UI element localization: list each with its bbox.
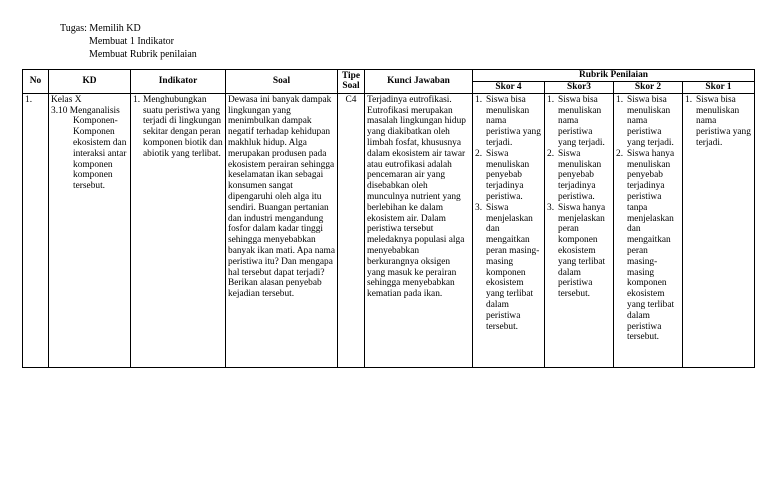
header-kunci-jawaban: Kunci Jawaban	[365, 70, 473, 94]
cell-soal: Dewasa ini banyak dampak lingkungan yang menimbulkan dampak negatif terhadap kehidupan makhluk hidup. Alga merupakan produsen pada ekosistem perairan sehingga keselamatan ikan sebagai konsumen sangat dipengaruhi oleh alga itu sendiri. Buangan pertanian dan industri mengandung fosfor dalam kadar tinggi sehingga menyebabkan banyak ikan mati. Apa nama peristiwa itu? Dan mengapa hal tersebut dapat terjadi? Berikan alasan penyebab kejadian tersebut.	[226, 93, 338, 367]
list-item: 1. Siswa bisa menuliskan nama peristiwa yang terjadi.	[616, 94, 674, 148]
kd-verb: Menganalisis	[69, 105, 120, 116]
kd-number: 3.10	[51, 105, 68, 116]
task-line-1: Tugas: Memilih KD	[60, 23, 141, 34]
cell-kd	[49, 93, 131, 367]
header-skor-2: Skor 2	[614, 81, 683, 93]
task-line-2: Membuat 1 Indikator	[89, 36, 174, 47]
cell-skor-4	[473, 93, 545, 367]
cell-indikator	[131, 93, 226, 367]
header-no: No	[23, 70, 49, 94]
list-item: 2. Siswa menuliskan penyebab terjadinya peristiwa.	[475, 148, 530, 202]
list-item: 2. Siswa menuliskan penyebab terjadinya peristiwa.	[547, 148, 602, 202]
cell-tipe-soal: C4	[338, 93, 365, 367]
skor-1-list	[685, 95, 752, 149]
list-item: 1. Siswa bisa menuliskan nama peristiwa yang terjadi.	[475, 94, 541, 148]
list-item: 1. Siswa bisa menuliskan nama peristiwa yang terjadi.	[547, 94, 605, 148]
indikator-text: Menghubungkan suatu peristiwa yang terjadi di lingkungan sekitar dengan peran komponen biotik dan abiotik yang terlibat.	[143, 94, 223, 159]
header-indikator: Indikator	[131, 70, 226, 94]
cell-no: 1.	[23, 93, 49, 367]
table-row	[23, 93, 755, 367]
kd-kelas: Kelas X	[51, 94, 82, 105]
kd-description: Komponen-Komponen ekosistem dan interaksi antar komponen komponen tersebut.	[73, 116, 127, 192]
header-kd: KD	[49, 70, 131, 94]
header-rubrik-penilaian: Rubrik Penilaian	[473, 70, 755, 82]
task-header	[60, 22, 197, 61]
cell-skor-1	[683, 93, 755, 367]
list-item: 2. Siswa hanya menuliskan penyebab terjadinya peristiwa tanpa menjelaskan dan mengaitkan peran masing-masing komponen ekosistem yang terlibat dalam peristiwa tersebut.	[616, 148, 675, 343]
list-item: 3. Siswa menjelaskan dan mengaitkan peran masing-masing komponen ekosistem yang terlibat dalam peristiwa tersebut.	[475, 202, 540, 332]
header-skor-3: Skor3	[545, 81, 614, 93]
task-line-3: Membuat Rubrik penilaian	[89, 49, 197, 60]
assessment-table	[22, 69, 755, 368]
indikator-number: 1.	[133, 94, 141, 105]
header-soal: Soal	[226, 70, 338, 94]
kd-first-line	[51, 106, 128, 117]
cell-skor-3	[545, 93, 614, 367]
skor-2-list	[616, 95, 680, 343]
skor-4-list	[475, 95, 542, 333]
header-skor-4: Skor 4	[473, 81, 545, 93]
cell-kunci-jawaban: Terjadinya eutrofikasi. Eutrofikasi merupakan masalah lingkungan hidup yang diakibatkan oleh limbah fosfat, khususnya dalam ekosistem air tawar atau eutrofikasi adalah pencemaran air yang disebabkan oleh munculnya nutrient yang berlebihan ke dalam ekosistem air. Dalam peristiwa tersebut meledaknya populasi alga menyebabkan berkurangnya oksigen yang masuk ke perairan sehingga menyebabkan kematian pada ikan.	[365, 93, 473, 367]
header-skor-1: Skor 1	[683, 81, 755, 93]
list-item: 1. Siswa bisa menuliskan nama peristiwa yang terjadi.	[685, 94, 751, 148]
list-item: 3. Siswa hanya menjelaskan peran komponen ekosistem yang terlibat dalam peristiwa tersebut.	[547, 202, 606, 300]
header-tipe-soal: Tipe Soal	[338, 70, 365, 94]
cell-skor-2	[614, 93, 683, 367]
skor-3-list	[547, 95, 611, 300]
